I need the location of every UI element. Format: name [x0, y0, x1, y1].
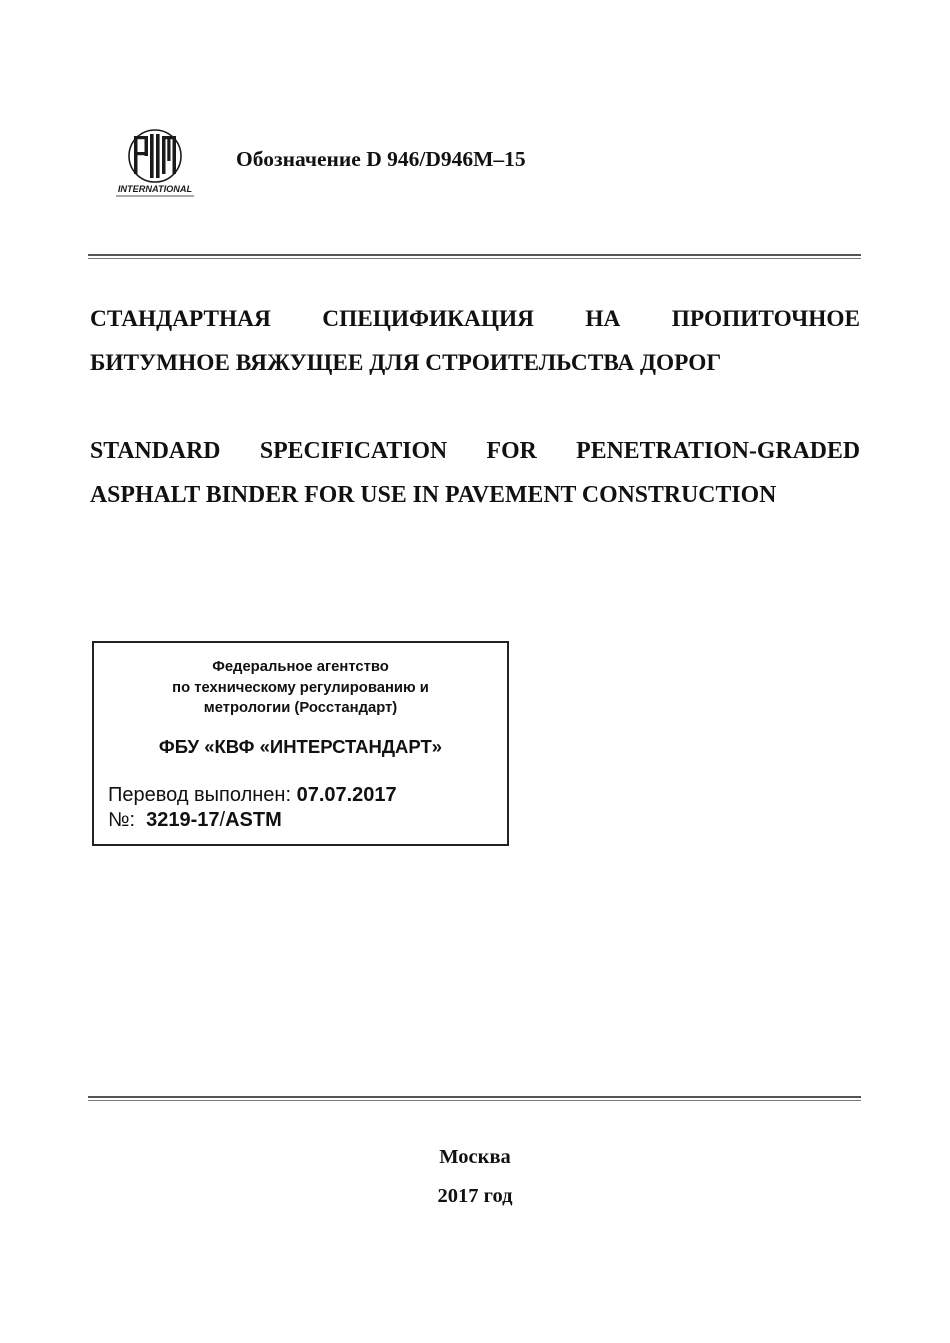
- stamp-agency: [94, 657, 507, 719]
- title-english-line1: STANDARD SPECIFICATION FOR PENETRATION-GRADED: [90, 438, 860, 464]
- publication-city: Москва: [439, 1146, 511, 1168]
- stamp-number-value: 3219-17: [146, 809, 220, 831]
- stamp-number-row: [108, 809, 282, 832]
- stamp-number-label: №:: [108, 809, 136, 831]
- svg-text:INTERNATIONAL: INTERNATIONAL: [117, 184, 193, 194]
- stamp-translated-date: 07.07.2017: [296, 784, 397, 806]
- stamp-number-separator: /: [219, 809, 226, 831]
- bottom-divider: [88, 1096, 861, 1101]
- title-russian: [90, 297, 860, 385]
- document-designation: Обозначение D 946/D946M–15: [236, 147, 526, 171]
- title-english-line2: ASPHALT BINDER FOR USE IN PAVEMENT CONSTRUCTION: [90, 482, 777, 508]
- top-divider: [88, 254, 861, 259]
- title-russian-line1: СТАНДАРТНАЯ СПЕЦИФИКАЦИЯ НА ПРОПИТОЧНОЕ: [90, 306, 860, 332]
- stamp-agency-line2: по техническому регулированию и: [172, 679, 429, 696]
- publication-year: 2017 год: [437, 1185, 513, 1207]
- translation-stamp: [92, 641, 509, 846]
- stamp-number-suffix: ASTM: [225, 809, 282, 831]
- title-russian-line2: БИТУМНОЕ ВЯЖУЩЕЕ ДЛЯ СТРОИТЕЛЬСТВА ДОРОГ: [90, 350, 722, 376]
- stamp-translation-date-row: [108, 784, 397, 807]
- stamp-organization: ФБУ «КВФ «ИНТЕРСТАНДАРТ»: [158, 736, 443, 757]
- stamp-translated-label: Перевод выполнен:: [108, 784, 292, 806]
- title-english: [90, 429, 860, 517]
- astm-logo: [112, 126, 198, 200]
- stamp-agency-line3: метрологии (Росстандарт): [203, 700, 398, 716]
- stamp-agency-line1: Федеральное агентство: [212, 659, 389, 675]
